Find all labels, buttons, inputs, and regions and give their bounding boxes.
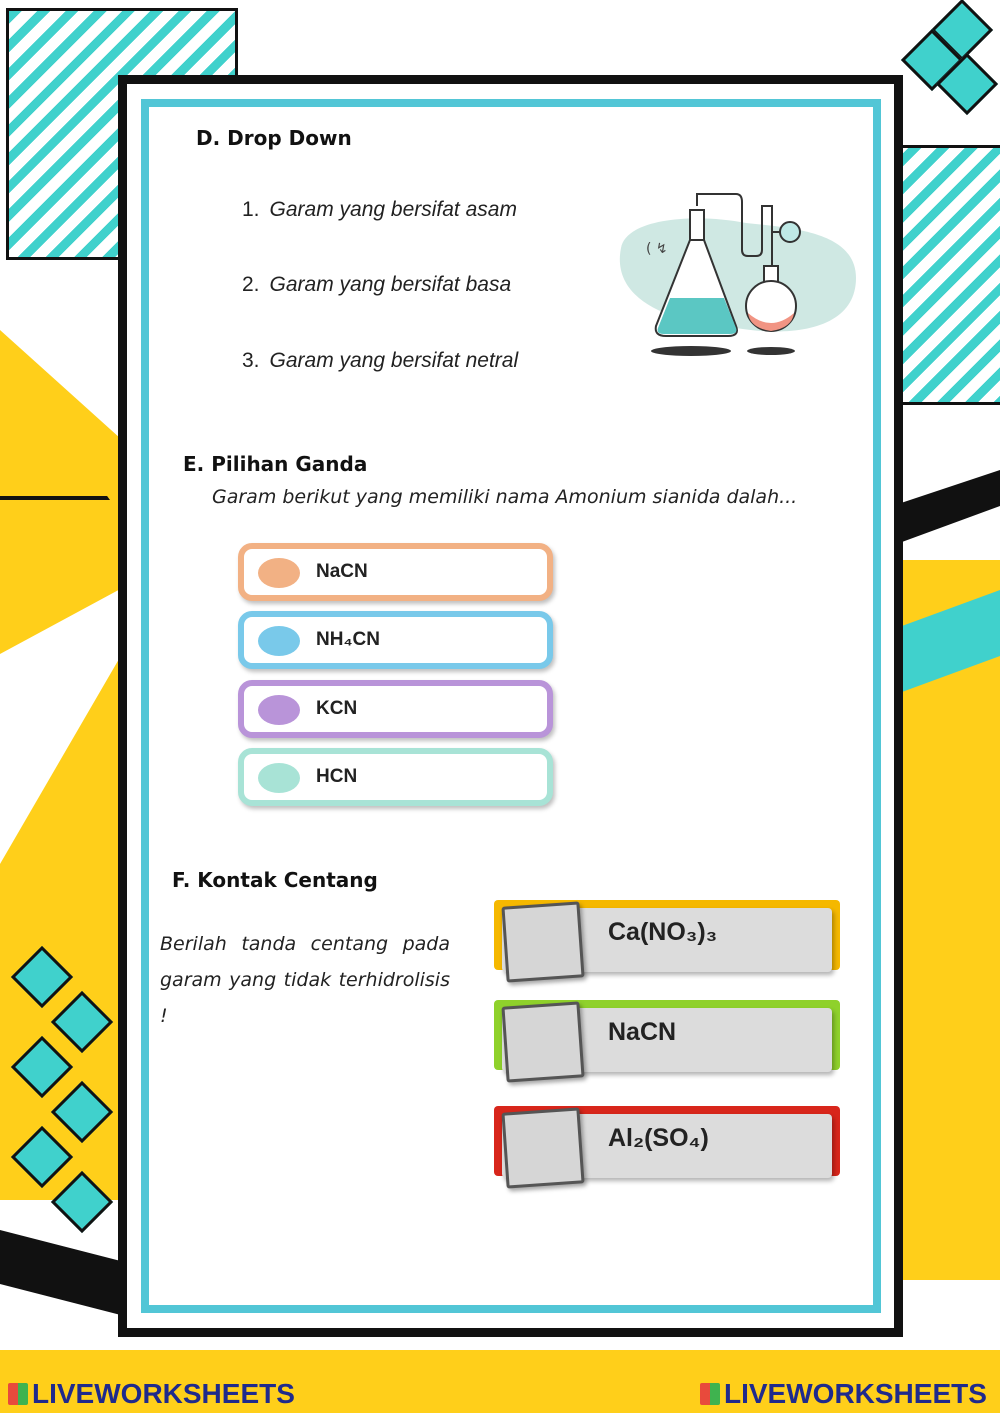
- choice-label: Ca(NO₃)₃: [608, 918, 718, 946]
- item-number: 1.: [242, 198, 260, 221]
- checkbox[interactable]: [501, 1001, 584, 1082]
- checkbox-choice-cano3[interactable]: [494, 900, 846, 972]
- radio-dot[interactable]: [258, 695, 300, 725]
- checkbox[interactable]: [501, 1107, 584, 1188]
- option-button-hcn[interactable]: [238, 748, 553, 806]
- logo-text: LIVEWORKSHEETS: [32, 1378, 295, 1409]
- dropdown-item: [242, 349, 518, 373]
- choice-label: Al₂(SO₄): [608, 1124, 709, 1152]
- option-button-nh4cn[interactable]: [238, 611, 553, 669]
- option-button-kcn[interactable]: [238, 680, 553, 738]
- radio-dot[interactable]: [258, 626, 300, 656]
- logo-mark-icon: [700, 1383, 720, 1405]
- svg-text:( ↯: ( ↯: [646, 241, 668, 257]
- liveworksheets-logo-left: [8, 1378, 295, 1410]
- radio-dot[interactable]: [258, 763, 300, 793]
- item-number: 3.: [242, 349, 260, 372]
- choice-label: NaCN: [608, 1018, 677, 1046]
- item-number: 2.: [242, 273, 260, 296]
- option-label: NH₄CN: [316, 629, 380, 650]
- section-e-title: E. Pilihan Ganda: [183, 452, 368, 476]
- question-text: Garam berikut yang memiliki nama Amonium sianida dalah...: [212, 486, 798, 508]
- option-label: KCN: [316, 698, 358, 719]
- option-label: HCN: [316, 766, 358, 787]
- option-button-nacn[interactable]: [238, 543, 553, 601]
- instruction-text: Berilah tanda centang pada garam yang tidak terhidrolisis !: [160, 933, 450, 1027]
- lab-flask-illustration: [606, 188, 866, 363]
- dropdown-item: [242, 273, 511, 297]
- option-label: NaCN: [316, 561, 368, 582]
- liveworksheets-logo-right: [700, 1378, 987, 1410]
- item-text: Garam yang bersifat basa: [269, 273, 512, 296]
- checkbox-choice-al2so4[interactable]: [494, 1106, 846, 1178]
- dropdown-item: [242, 198, 517, 222]
- radio-dot[interactable]: [258, 558, 300, 588]
- item-text: Garam yang bersifat netral: [269, 349, 519, 372]
- item-text: Garam yang bersifat asam: [269, 198, 517, 221]
- logo-text: LIVEWORKSHEETS: [724, 1378, 987, 1409]
- checkbox-choice-nacn[interactable]: [494, 1000, 846, 1072]
- section-d-title: D. Drop Down: [196, 126, 352, 150]
- section-f-title: F. Kontak Centang: [172, 868, 378, 892]
- checkbox[interactable]: [501, 901, 584, 982]
- logo-mark-icon: [8, 1383, 28, 1405]
